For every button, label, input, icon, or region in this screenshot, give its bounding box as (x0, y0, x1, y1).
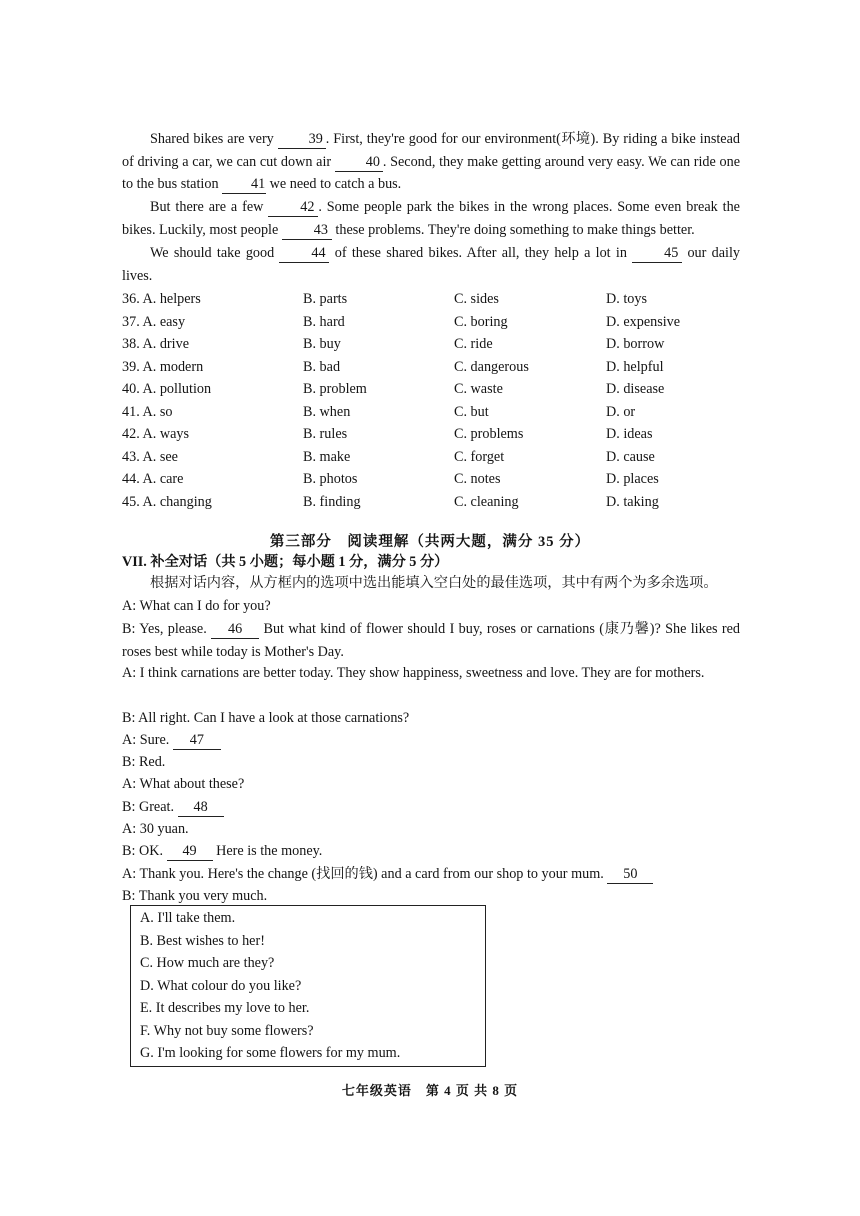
text: Shared bikes are very (150, 131, 278, 147)
text: A: Sure. (122, 732, 173, 748)
option-b: B. when (303, 403, 351, 420)
option-c: C. notes (454, 471, 501, 487)
blank-39: 39 (278, 130, 326, 149)
option-b: B. hard (303, 313, 345, 330)
choice-g: G. I'm looking for some flowers for my mum. (140, 1045, 401, 1061)
text: But there are a few (150, 199, 269, 215)
option-c: C. but (454, 403, 489, 420)
cloze-paragraph-2 (122, 196, 740, 241)
option-row-40 (122, 378, 742, 401)
option-b: B. rules (303, 426, 348, 442)
option-c: C. forget (454, 448, 505, 465)
option-d: D. borrow (606, 336, 665, 352)
option-a: 38. A. drive (122, 336, 189, 352)
option-d: D. or (606, 403, 636, 420)
option-a: 39. A. modern (122, 358, 204, 375)
blank-42: 42 (268, 198, 318, 217)
blank-43: 43 (282, 221, 332, 240)
dialogue-line (122, 618, 740, 663)
option-row-39 (122, 356, 742, 379)
option-row-45 (122, 491, 742, 514)
option-a: 45. A. changing (122, 493, 212, 510)
dialogue-line (122, 729, 740, 752)
blank-48: 48 (178, 798, 224, 817)
text: But what kind of flower should I buy, roses or carnations (康乃馨)? She likes red roses best while today is Mother's Day. (122, 621, 740, 660)
option-d: D. helpful (606, 358, 664, 375)
option-d: D. cause (606, 448, 655, 465)
option-row-38 (122, 333, 742, 356)
dialogue-line: B: All right. Can I have a look at those carnations? (122, 710, 410, 726)
text: . Some people park the bikes in the wrong places. Some even break the bikes. Luckily, most people (122, 199, 740, 238)
option-c: C. cleaning (454, 493, 519, 510)
option-row-43 (122, 446, 742, 469)
option-b: B. problem (303, 381, 367, 397)
option-row-44 (122, 468, 742, 491)
dialogue-line: B: Thank you very much. (122, 888, 268, 904)
choice-b: B. Best wishes to her! (140, 932, 265, 949)
part-3-heading: 第三部分 阅读理解（共两大题，满分 35 分） (269, 534, 591, 550)
blank-44: 44 (279, 244, 329, 263)
text: we need to catch a bus. (266, 176, 402, 192)
cloze-paragraph-3 (122, 242, 740, 287)
option-a: 41. A. so (122, 403, 173, 420)
option-b: B. bad (303, 358, 341, 375)
page-footer: 七年级英语 第 4 页 共 8 页 (341, 1083, 519, 1098)
option-c: C. sides (454, 291, 499, 307)
option-row-37 (122, 311, 742, 334)
dialogue-line: B: Red. (122, 754, 166, 770)
blank-40: 40 (335, 153, 383, 172)
choice-a: A. I'll take them. (140, 910, 236, 926)
option-row-41 (122, 401, 742, 424)
blank-45: 45 (632, 244, 682, 263)
option-d: D. ideas (606, 426, 653, 442)
option-d: D. toys (606, 291, 647, 307)
option-b: B. finding (303, 493, 361, 510)
text: . Second, they make getting around very easy. We can ride one to the bus station (122, 153, 740, 192)
choice-e: E. It describes my love to her. (140, 1000, 310, 1016)
option-c: C. problems (454, 426, 524, 442)
option-d: D. disease (606, 381, 665, 397)
option-b: B. buy (303, 336, 341, 352)
dialogue-line: A: I think carnations are better today. They show happiness, sweetness and love. They are for mothers. (122, 665, 705, 681)
text: . First, they're good for our environment(环境). By riding a bike instead of driving a car, we can cut down air (122, 131, 740, 170)
option-row-42 (122, 423, 742, 446)
option-row-36 (122, 288, 742, 311)
option-d: D. expensive (606, 313, 681, 330)
text: B: Yes, please. (122, 621, 212, 637)
blank-50: 50 (607, 865, 653, 884)
dialogue-line: A: What can I do for you? (122, 598, 271, 614)
text: We should take good (150, 245, 280, 261)
option-c: C. ride (454, 336, 493, 352)
option-a: 43. A. see (122, 448, 178, 465)
cloze-paragraph-1 (122, 128, 740, 196)
choice-c: C. How much are they? (140, 955, 275, 971)
option-c: C. boring (454, 313, 508, 330)
option-b: B. parts (303, 291, 348, 307)
section-7-title: VII. 补全对话（共 5 小题；每小题 1 分，满分 5 分） (122, 554, 449, 570)
choice-f: F. Why not buy some flowers? (140, 1022, 314, 1039)
text: of these shared bikes. After all, they help a lot in (329, 245, 633, 261)
option-b: B. photos (303, 471, 358, 487)
option-d: D. taking (606, 493, 659, 510)
blank-46: 46 (211, 620, 259, 639)
choice-d: D. What colour do you like? (140, 977, 302, 994)
option-a: 40. A. pollution (122, 381, 212, 397)
dialogue-line (122, 840, 740, 863)
option-a: 42. A. ways (122, 426, 189, 442)
blank-49: 49 (167, 842, 213, 861)
text: these problems. They're doing something to make things better. (331, 221, 695, 238)
choices-box (130, 905, 486, 1067)
option-c: C. waste (454, 381, 503, 397)
option-a: 36. A. helpers (122, 291, 201, 307)
option-a: 37. A. easy (122, 313, 186, 330)
text: A: Thank you. Here's the change (找回的钱) and a card from our shop to your mum. (122, 866, 608, 882)
text: B: Great. (122, 799, 178, 815)
text: B: OK. (122, 843, 167, 859)
option-d: D. places (606, 471, 659, 487)
option-b: B. make (303, 448, 351, 465)
section-7-instruction: 根据对话内容，从方框内的选项中选出能填入空白处的最佳选项，其中有两个为多余选项。 (150, 575, 718, 591)
text: Here is the money. (212, 843, 323, 859)
dialogue-line: A: 30 yuan. (122, 821, 189, 837)
dialogue-line (122, 796, 740, 819)
option-c: C. dangerous (454, 358, 529, 375)
dialogue-line (122, 863, 740, 886)
blank-47: 47 (173, 731, 221, 750)
blank-41: 41 (222, 175, 266, 194)
option-a: 44. A. care (122, 471, 184, 487)
dialogue-line: A: What about these? (122, 776, 245, 792)
text: our daily lives. (122, 245, 740, 284)
